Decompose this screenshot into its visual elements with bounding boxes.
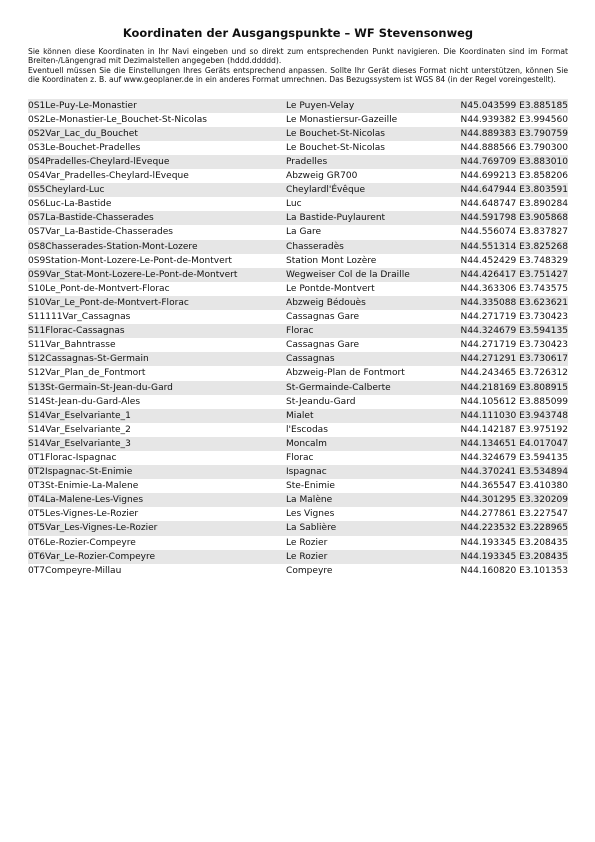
route-code-cell: 0S4Pradelles-Cheylard-lEveque bbox=[28, 157, 170, 167]
route-code-cell: 0T6Le-Rozier-Compeyre bbox=[28, 537, 136, 548]
table-row bbox=[28, 366, 568, 380]
coordinates-cell: N45.043599 E3.885185 bbox=[460, 100, 568, 111]
place-cell: Cassagnas bbox=[286, 354, 335, 365]
place-cell: Le Bouchet-St-Nicolas bbox=[286, 142, 385, 153]
place-cell: Cassagnas Gare bbox=[286, 340, 360, 351]
coordinates-cell: N44.426417 E3.751427 bbox=[460, 269, 568, 280]
table-row bbox=[28, 155, 568, 169]
table-row bbox=[28, 254, 568, 268]
coordinates-cell: N44.370241 E3.534894 bbox=[460, 467, 568, 478]
coordinates-cell: N44.452429 E3.748329 bbox=[460, 255, 568, 266]
route-code-cell: S14Var_Eselvariante_2 bbox=[28, 424, 131, 435]
route-code-cell: S14Var_Eselvariante_3 bbox=[28, 438, 131, 449]
coordinates-cell: N44.889383 E3.790759 bbox=[460, 128, 568, 139]
coordinates-cell: N44.277861 E3.227547 bbox=[460, 509, 568, 520]
table-row bbox=[28, 225, 568, 239]
route-code-cell: 0S2Le-Monastier-Le_Bouchet-St-Nicolas bbox=[28, 114, 207, 125]
route-code-cell: S11Var_Bahntrasse bbox=[28, 340, 116, 351]
table-row bbox=[28, 268, 568, 282]
coordinates-cell: N44.556074 E3.837827 bbox=[460, 227, 568, 238]
table-row bbox=[28, 183, 568, 197]
coordinates-cell: N44.365547 E3.410380 bbox=[460, 481, 568, 492]
coordinates-cell: N44.193345 E3.208435 bbox=[460, 537, 568, 548]
coordinates-cell: N44.939382 E3.994560 bbox=[460, 114, 568, 125]
place-cell: La Malène bbox=[286, 495, 333, 506]
table-row bbox=[28, 493, 568, 507]
table-row bbox=[28, 338, 568, 352]
coordinates-cell: N44.223532 E3.228965 bbox=[460, 523, 568, 534]
place-cell: St-Germainde-Calberte bbox=[286, 382, 391, 393]
place-cell: Abzweig Bédouès bbox=[286, 297, 366, 308]
coordinates-cell: N44.193345 E3.208435 bbox=[460, 551, 568, 562]
table-row bbox=[28, 564, 568, 578]
place-cell: Le Monastiersur-Gazeille bbox=[286, 114, 398, 125]
place-cell: Luc bbox=[286, 199, 302, 210]
route-code-cell: S11Florac-Cassagnas bbox=[28, 326, 125, 337]
table-row bbox=[28, 352, 568, 366]
table-row bbox=[28, 113, 568, 127]
coordinates-cell: N44.335088 E3.623621 bbox=[460, 297, 568, 308]
table-row bbox=[28, 296, 568, 310]
route-code-cell: 0S2Var_Lac_du_Bouchet bbox=[28, 128, 138, 139]
route-code-cell: 0S9Var_Stat-Mont-Lozere-Le-Pont-de-Montvert bbox=[28, 269, 238, 280]
coordinates-cell: N44.888566 E3.790300 bbox=[460, 142, 568, 153]
page-title: Koordinaten der Ausgangspunkte – WF Stevensonweg bbox=[122, 26, 474, 40]
route-code-cell: 0T5Var_Les-Vignes-Le-Rozier bbox=[28, 523, 158, 534]
table-row bbox=[28, 127, 568, 141]
place-cell: St-Jeandu-Gard bbox=[286, 396, 356, 407]
route-code-cell: 0T3St-Enimie-La-Malene bbox=[28, 481, 139, 492]
table-row bbox=[28, 282, 568, 296]
table-row bbox=[28, 240, 568, 254]
table-row bbox=[28, 521, 568, 535]
route-code-cell: 0S7La-Bastide-Chasserades bbox=[28, 213, 154, 224]
place-cell: Cheylardl'Évêque bbox=[286, 185, 366, 196]
coordinates-cell: N44.648747 E3.890284 bbox=[460, 199, 568, 210]
route-code-cell: S12Cassagnas-St-Germain bbox=[28, 354, 149, 365]
place-cell: Florac bbox=[286, 326, 314, 337]
place-cell: Wegweiser Col de la Draille bbox=[286, 269, 410, 280]
table-row bbox=[28, 536, 568, 550]
place-cell: Le Pontde-Montvert bbox=[286, 283, 375, 294]
place-cell: Abzweig GR700 bbox=[286, 171, 358, 182]
place-cell: La Gare bbox=[286, 227, 322, 238]
coordinates-table bbox=[28, 99, 568, 578]
coordinates-cell: N44.142187 E3.975192 bbox=[460, 424, 568, 435]
route-code-cell: 0S7Var_La-Bastide-Chasserades bbox=[28, 227, 174, 238]
route-code-cell: 0T1Florac-Ispagnac bbox=[28, 452, 117, 463]
route-code-cell: 0T2Ispagnac-St-Enimie bbox=[28, 467, 133, 478]
place-cell: La Sablière bbox=[286, 523, 337, 534]
route-code-cell: S14St-Jean-du-Gard-Ales bbox=[28, 396, 141, 407]
coordinates-cell: N44.591798 E3.905868 bbox=[460, 213, 568, 224]
route-code-cell: 0S5Cheylard-Luc bbox=[28, 185, 105, 196]
coordinates-cell: N44.647944 E3.803591 bbox=[460, 185, 568, 196]
route-code-cell: 0S1Le-Puy-Le-Monastier bbox=[28, 100, 137, 111]
route-code-cell: 0S3Le-Bouchet-Pradelles bbox=[28, 142, 141, 153]
coordinates-cell: N44.243465 E3.726312 bbox=[460, 368, 568, 379]
coordinates-cell: N44.769709 E3.883010 bbox=[460, 157, 568, 167]
route-code-cell: 0T7Compeyre-Millau bbox=[28, 565, 122, 576]
place-cell: Chasseradès bbox=[286, 241, 344, 252]
place-cell: La Bastide-Puylaurent bbox=[286, 213, 386, 224]
table-row bbox=[28, 395, 568, 409]
place-cell: Station Mont Lozère bbox=[286, 255, 377, 266]
place-cell: Ste-Enimie bbox=[286, 481, 335, 492]
route-code-cell: 0T5Les-Vignes-Le-Rozier bbox=[28, 509, 139, 520]
route-code-cell: 0S6Luc-La-Bastide bbox=[28, 199, 112, 210]
route-code-cell: S11111Var_Cassagnas bbox=[28, 312, 131, 323]
route-code-cell: 0S8Chasserades-Station-Mont-Lozere bbox=[28, 241, 198, 252]
intro-text bbox=[28, 47, 568, 85]
table-row bbox=[28, 465, 568, 479]
coordinates-cell: N44.363306 E3.743575 bbox=[460, 283, 568, 294]
table-row bbox=[28, 197, 568, 211]
route-code-cell: S12Var_Plan_de_Fontmort bbox=[28, 368, 146, 379]
table-row bbox=[28, 324, 568, 338]
coordinates-cell: N44.134651 E4.017047 bbox=[460, 438, 568, 449]
route-code-cell: S10Le_Pont-de-Montvert-Florac bbox=[28, 283, 170, 294]
route-code-cell: 0S4Var_Pradelles-Cheylard-lEveque bbox=[28, 171, 189, 182]
coordinates-cell: N44.324679 E3.594135 bbox=[460, 326, 568, 337]
coordinates-cell: N44.551314 E3.825268 bbox=[460, 241, 568, 252]
route-code-cell: S14Var_Eselvariante_1 bbox=[28, 410, 131, 421]
place-cell: Le Puyen-Velay bbox=[286, 100, 355, 111]
place-cell: Les Vignes bbox=[286, 509, 335, 520]
place-cell: Ispagnac bbox=[286, 467, 327, 478]
coordinates-cell: N44.111030 E3.943748 bbox=[460, 410, 568, 421]
coordinates-cell: N44.271719 E3.730423 bbox=[460, 312, 568, 323]
route-code-cell: 0S9Station-Mont-Lozere-Le-Pont-de-Montvert bbox=[28, 255, 232, 266]
coordinates-cell: N44.218169 E3.808915 bbox=[460, 382, 568, 393]
coordinates-cell: N44.160820 E3.101353 bbox=[460, 565, 568, 576]
coordinates-cell: N44.271291 E3.730617 bbox=[460, 354, 568, 365]
table-row bbox=[28, 211, 568, 225]
table-row bbox=[28, 479, 568, 493]
place-cell: Florac bbox=[286, 452, 314, 463]
table-row bbox=[28, 381, 568, 395]
route-code-cell: S10Var_Le_Pont-de-Montvert-Florac bbox=[28, 297, 189, 308]
place-cell: Le Rozier bbox=[286, 537, 328, 548]
place-cell: Moncalm bbox=[286, 438, 327, 449]
place-cell: Compeyre bbox=[286, 565, 333, 576]
table-row bbox=[28, 437, 568, 451]
document-page bbox=[28, 26, 568, 578]
table-row bbox=[28, 507, 568, 521]
table-row bbox=[28, 423, 568, 437]
table-row bbox=[28, 451, 568, 465]
coordinates-cell: N44.301295 E3.320209 bbox=[460, 495, 568, 506]
place-cell: Le Bouchet-St-Nicolas bbox=[286, 128, 385, 139]
place-cell: Cassagnas Gare bbox=[286, 312, 360, 323]
route-code-cell: 0T6Var_Le-Rozier-Compeyre bbox=[28, 551, 156, 562]
table-row bbox=[28, 141, 568, 155]
place-cell: Abzweig-Plan de Fontmort bbox=[286, 368, 405, 379]
table-row bbox=[28, 99, 568, 113]
place-cell: Mialet bbox=[286, 410, 314, 421]
coordinates-cell: N44.271719 E3.730423 bbox=[460, 340, 568, 351]
coordinates-cell: N44.699213 E3.858206 bbox=[460, 171, 568, 182]
table-row bbox=[28, 409, 568, 423]
table-row bbox=[28, 310, 568, 324]
place-cell: Pradelles bbox=[286, 157, 328, 167]
route-code-cell: 0T4La-Malene-Les-Vignes bbox=[28, 495, 144, 506]
intro-paragraph-2: Eventuell müssen Sie die Einstellungen Ihres Geräts entsprechend anpassen. Sollte Ihr Gerät dieses Format nicht unterstützen, können Sie die Koordinaten z. B. auf www.geoplaner.de in ein anderes Format umrechnen. Das Bezugssystem ist WGS 84 (in der Regel voreingestellt). bbox=[28, 65, 568, 85]
coordinates-cell: N44.324679 E3.594135 bbox=[460, 452, 568, 463]
route-code-cell: S13St-Germain-St-Jean-du-Gard bbox=[28, 382, 173, 393]
intro-paragraph-1: Sie können diese Koordinaten in Ihr Navi eingeben und so direkt zum entsprechenden Punkt navigieren. Die Koordinaten sind im Format Breiten-/Längengrad mit Dezimalstellen angegeben (hddd.ddddd). bbox=[28, 47, 568, 66]
coordinates-cell: N44.105612 E3.885099 bbox=[460, 396, 568, 407]
place-cell: l'Escodas bbox=[286, 424, 328, 435]
place-cell: Le Rozier bbox=[286, 551, 328, 562]
table-row bbox=[28, 550, 568, 564]
table-row bbox=[28, 169, 568, 183]
